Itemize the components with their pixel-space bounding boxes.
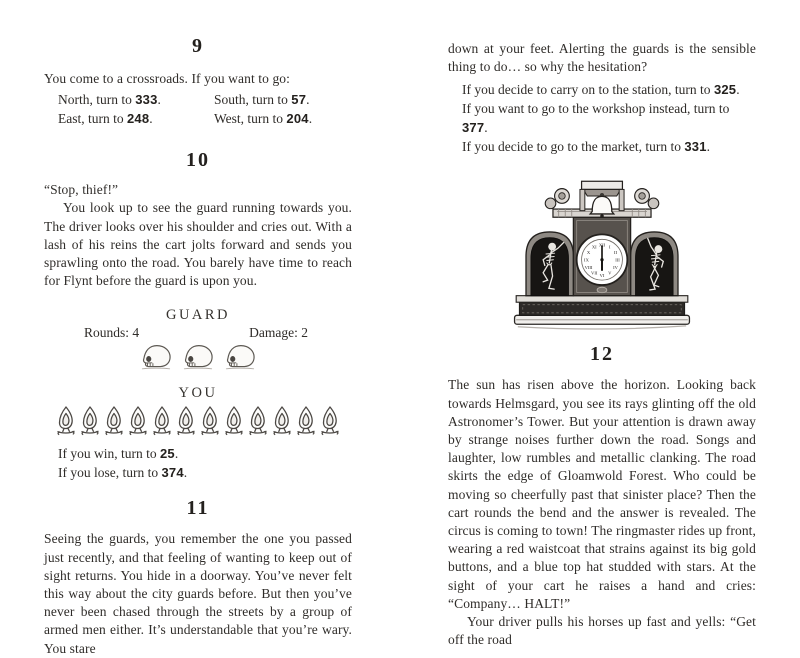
flame-icon xyxy=(103,405,125,436)
section-10-shout: “Stop, thief!” xyxy=(44,182,119,198)
section-heading: 10 xyxy=(186,149,210,172)
enemy-name: GUARD xyxy=(165,307,231,324)
section-heading: 11 xyxy=(186,497,210,520)
flame-icon xyxy=(271,405,293,436)
turn-number: 377 xyxy=(462,120,485,136)
skeleton-clock-svg xyxy=(508,178,696,330)
turn-number: 331 xyxy=(684,139,707,155)
section-heading: 12 xyxy=(590,343,614,366)
turn-number: 57 xyxy=(291,92,307,108)
section-12-body: The sun has risen above the horizon. Looking back towards Helmsgard, you see its rays glinting off the old Astronomer’s Tower. But your attention is drawn away by strange noises further down the road. Songs and laughter, low rumbles and metallic clanking. The road skirts the edge of Gloamwold Forest. Who could be moving so cheerfully past that sinister place? Then the cart rounds the bend and the answer is revealed. The circus is coming to town! The ringmaster rides up front, wearing a red waistcoat that strains against its big gold buttons, and a blue top hat studded with stars. At the sight of your cart he raises a hand and cries: “Company… HALT!” xyxy=(448,377,756,611)
choice-suffix: . xyxy=(306,92,310,108)
flame-icon xyxy=(295,405,317,436)
flame-icon xyxy=(127,405,149,436)
player-health-row xyxy=(44,405,352,436)
choice-suffix: . xyxy=(149,111,153,127)
choice-suffix: . xyxy=(484,120,488,136)
turn-number: 25 xyxy=(160,446,175,462)
svg-text:VIII: VIII xyxy=(584,265,593,271)
skull-icon xyxy=(178,342,218,372)
choice-text: East, turn to xyxy=(58,111,127,127)
lose-line xyxy=(44,463,352,482)
skull-icon xyxy=(220,342,260,372)
choice-text: If you decide to go to the market, turn to xyxy=(462,139,685,155)
svg-text:IV: IV xyxy=(613,265,618,271)
turn-number: 204 xyxy=(286,111,309,127)
svg-text:XII: XII xyxy=(598,242,606,248)
choice-suffix: . xyxy=(706,139,710,155)
choice-suffix: . xyxy=(736,82,740,98)
skeleton-clock-illustration xyxy=(448,178,756,330)
svg-text:III: III xyxy=(615,257,620,263)
choice-text: If you want to go to the workshop instead, turn to xyxy=(462,101,730,117)
section-12-body-2: Your driver pulls his horses up fast and yells: “Get off the road xyxy=(448,614,756,648)
skull-icon xyxy=(136,342,176,372)
choice-text: If you decide to carry on to the station, turn to xyxy=(462,82,714,98)
choice-suffix: . xyxy=(308,111,313,127)
svg-text:IX: IX xyxy=(584,257,589,263)
flame-icon xyxy=(247,405,269,436)
turn-number: 248 xyxy=(127,111,150,127)
flame-icon xyxy=(223,405,245,436)
choice-workshop xyxy=(448,99,756,137)
svg-text:V: V xyxy=(608,271,612,277)
svg-text:I: I xyxy=(608,244,611,250)
rounds-stat: Rounds: 4 xyxy=(84,325,140,341)
choice-south xyxy=(200,90,352,109)
svg-text:XI: XI xyxy=(591,244,597,250)
choice-market xyxy=(448,137,756,156)
svg-text:VII: VII xyxy=(591,271,598,277)
turn-number: 374 xyxy=(161,465,184,481)
enemy-health-row xyxy=(44,342,352,372)
choice-text: If you lose, turn to xyxy=(58,465,162,481)
right-page xyxy=(448,0,756,649)
player-name: YOU xyxy=(178,385,218,402)
damage-stat: Damage: 2 xyxy=(249,325,308,341)
choice-text: If you win, turn to xyxy=(58,446,160,462)
choice-text: South, turn to xyxy=(214,92,292,108)
svg-text:X: X xyxy=(586,250,591,256)
section-heading: 9 xyxy=(192,35,204,57)
win-line xyxy=(44,444,352,463)
svg-text:VI: VI xyxy=(599,273,605,279)
turn-number: 325 xyxy=(713,82,737,98)
svg-text:II: II xyxy=(613,250,618,256)
section-11-body: Seeing the guards, you remember the one you passed just recently, and that feeling of wanting to keep out of sight returns. You hide in a doorway. You’ve never felt this way about the city guards before. But then you’ve never been chased through the streets by a group of armed men either. It’s understandable that you’re wary. You stare xyxy=(44,531,352,656)
flame-icon xyxy=(55,405,77,436)
choice-text: North, turn to xyxy=(58,92,136,108)
choice-east xyxy=(44,109,200,128)
left-page xyxy=(44,0,352,658)
flame-icon xyxy=(151,405,173,436)
continuation-paragraph: down at your feet. Alerting the guards is the sensible thing to do… so why the hesitation? xyxy=(448,41,756,75)
choice-suffix: . xyxy=(183,465,188,481)
choice-suffix: . xyxy=(157,92,161,108)
combat-stats-row xyxy=(44,324,352,342)
flame-icon xyxy=(199,405,221,436)
choice-north xyxy=(44,90,200,109)
choice-station xyxy=(448,80,756,99)
section-9-choice-grid xyxy=(44,90,352,128)
flame-icon xyxy=(79,405,101,436)
choice-suffix: . xyxy=(174,446,179,462)
section-9-intro: You come to a crossroads. If you want to go: xyxy=(44,71,290,86)
choice-west xyxy=(200,109,352,128)
section-10-body: You look up to see the guard running towards you. The driver looks over his shoulder and cries out. With a lash of his reins the cart jolts forward and sends you sprawling onto the road. You barely have time to reach for Flynt before the guard is upon you. xyxy=(44,200,352,289)
flame-icon xyxy=(175,405,197,436)
flame-icon xyxy=(319,405,341,436)
choice-text: West, turn to xyxy=(214,111,287,127)
turn-number: 333 xyxy=(135,92,158,108)
